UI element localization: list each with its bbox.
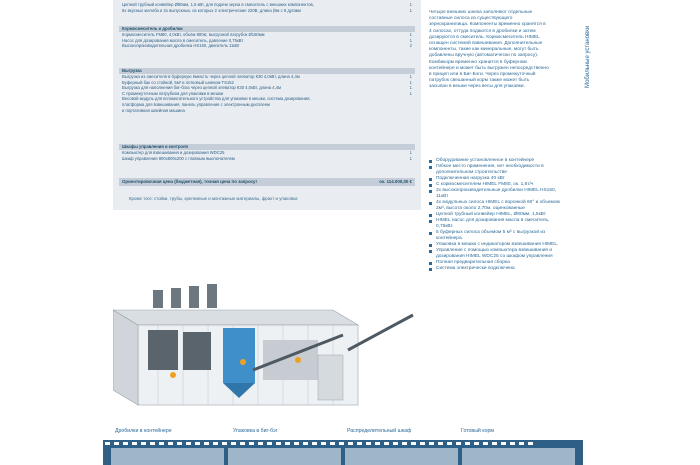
- list-item: Полная предварительная сборка: [429, 260, 561, 266]
- table-row: Выгрузка для наполнения биг-бэга через цепной элеватор К30 4,0кВт, длина 4,4м 1: [122, 85, 412, 91]
- list-item: HIMEL насос для дозирования масла в смеситель, 0,75кВт.: [429, 218, 561, 230]
- photo-thumbnail[interactable]: [111, 448, 224, 465]
- table-row: Весовой модуль для вспомогательного устройства для упаковки в мешки, система дозирования,: [122, 96, 311, 102]
- price-value: ок. 114.000,00 €: [379, 179, 412, 184]
- table-row: Буферный бак со стойкой, 5м³ и лотковый шнеком ТS152 1: [122, 79, 412, 85]
- list-item: 2x высокопроизводительные дробилки HIMEL HS150, 11кВт: [429, 188, 561, 200]
- film-frames: [111, 448, 575, 465]
- table-row: и портативная швейная машина: [122, 107, 185, 113]
- table-row: С промежуточным патрубком для упаковки в мешки 1: [122, 90, 412, 96]
- photo-thumbnail[interactable]: [228, 448, 341, 465]
- list-item: С кормосмесителем HIMEL FM80, ок. 1,6т/ч: [429, 182, 561, 188]
- side-tab-label: Мобильные установки: [585, 25, 591, 88]
- section-unloading: [119, 68, 415, 113]
- section-mixer: [119, 26, 415, 49]
- section-header: Кормосмеситель и дробилки: [119, 26, 415, 32]
- table-row: Цепной трубный конвейер Ø80мм, 1,5 кВт, для подачи зерна в смеситель с внешних компонентов, 1: [122, 2, 412, 7]
- side-tab[interactable]: [581, 25, 599, 90]
- list-item: Система электрически подключена: [429, 266, 561, 272]
- section-control: [119, 144, 415, 161]
- film-holes: [105, 442, 581, 446]
- table-row: Насос для дозирования масла в смеситель, давление 0,75кВт 1: [122, 37, 412, 43]
- table-row: Высокопроизводительная дробилка HS150, двигатель 11кВт 2: [122, 43, 412, 49]
- extra-note: Кроме того: стойки, трубы, крепежные и монтажные материалы, фрахт и упаковка: [129, 196, 298, 201]
- description-text: Четыре внешних шнека заполняют отдельные составные силоса из существующего зернохранилища. Компоненты временно хранятся в 4 силосах, оттуда подаются в дробилки и затем дозируются в смеситель. Кормосмеситель HIMEL оснащен системой взвешивания. Дополнительные компоненты, такие как минеральные, могут быть добавлены вручную (автоматически по запросу). Комбикорм временно хранится в буферном контейнере и может быть выгружен непосредственно в прицеп или в Биг-Бэги. Через промежуточный патрубок свешанный корм также может быть засыпан в вешки через весы для упаковки.: [429, 10, 549, 90]
- section-header: Выгрузка: [119, 68, 415, 74]
- price-label: Ориентировочная цена (бюджетная), точная цена по запросу!: [122, 179, 257, 184]
- section-header: Шкафы управления и контроля: [119, 144, 415, 150]
- list-item: Упаковка в мешки с индикатором взвешивания HIMEL.: [429, 242, 561, 248]
- caption: Упаковка в биг-бэг: [233, 428, 278, 434]
- feature-list: [429, 158, 561, 272]
- price-bar: [119, 178, 415, 186]
- section-feed: [119, 2, 415, 13]
- list-item: Цепной трубный конвейер HIMEL, Ø80мм, 1,5кВт: [429, 212, 561, 218]
- table-row: Выгрузка из смесителя в буферную ёмкость через цепной элеватор К30 4,0кВт, длина 4,4м 1: [122, 74, 412, 79]
- table-row: Шкаф управления 800x800x200 с главным выключателем 1: [122, 155, 412, 161]
- table-row: Компьютер для взвешивания и дозирования WDC25 1: [122, 150, 412, 155]
- list-item: Гибкое место применения, нет необходимости в дополнительном строительстве: [429, 164, 561, 176]
- photo-film-strip: [103, 440, 583, 465]
- list-item: Подключенная нагрузка 40 кВт: [429, 176, 561, 182]
- container-plant-illustration: [113, 280, 425, 415]
- list-item: Оборудование установленное в контейнере: [429, 158, 561, 164]
- caption: Дробилки в контейнере: [115, 428, 172, 434]
- table-row: платформа для взвешивания, панель управления с электронным дисплеем: [122, 101, 270, 107]
- caption: Готовый корм: [461, 428, 494, 434]
- caption: Распределительный шкаф: [347, 428, 412, 434]
- table-row: 6x вкусных желоба и 2x выпускных, из которых 2 электрические 220В, длина (8м с 8 дугами 1: [122, 7, 412, 13]
- price-list-panel: [113, 0, 421, 210]
- table-row: Кормосмеситель FM80, 4,0кВт, объём 800кг, выгрузной патрубок Ø150мм 1: [122, 32, 412, 37]
- photo-thumbnail[interactable]: [345, 448, 458, 465]
- list-item: Управление с помощью компьютера взвешивания и дозирования HIMEL WDC25 со шкафом управления: [429, 248, 561, 260]
- photo-thumbnail[interactable]: [462, 448, 575, 465]
- brochure-sheet: [103, 0, 591, 465]
- list-item: 5 буферных силоса объемом 5 м³ с выгрузкой из контейнера.: [429, 230, 561, 242]
- list-item: 4x модульных силоса HIMEL с воронкой 60° и объемом 2м³, высота около 2,70м, оцинкованные: [429, 200, 561, 212]
